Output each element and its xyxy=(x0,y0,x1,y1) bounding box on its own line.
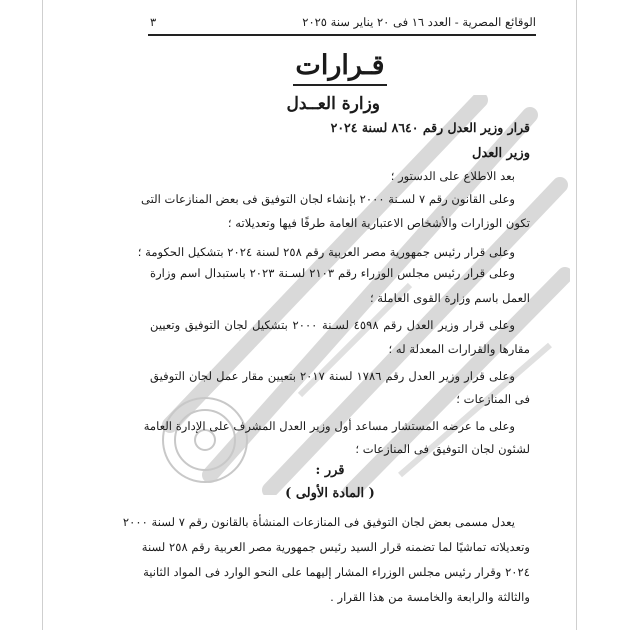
body-line: وعلى قرار رئيس جمهورية مصر العربية رقم ٢٥٨ لسنة ٢٠٢٤ بتشكيل الحكومة ؛ xyxy=(137,245,515,259)
article-line: وتعديلاته تماشيًا لما تضمنه قرار السيد رئيس جمهورية مصر العربية رقم ٢٥٨ لسنة xyxy=(141,540,530,554)
header-rule xyxy=(148,34,536,36)
page-number: ٣ xyxy=(150,15,157,29)
header-publication: الوقائع المصرية - العدد ١٦ فى ٢٠ يناير سنة ٢٠٢٥ xyxy=(302,15,536,29)
body-line: وعلى القانون رقم ٧ لسـنة ٢٠٠٠ بإنشاء لجان التوفيق فى بعض المنازعات التى xyxy=(140,192,515,206)
body-line: وعلى قرار رئيس مجلس الوزراء رقم ٢١٠٣ لسـنة ٢٠٢٣ باستبدال اسم وزارة xyxy=(150,266,516,280)
article-line: يعدل مسمى بعض لجان التوفيق فى المنازعات المنشأة بالقانون رقم ٧ لسنة ٢٠٠٠ xyxy=(122,515,515,529)
article-line: ٢٠٢٤ وقرار رئيس مجلس الوزراء المشار إليهما على النحو الوارد فى المواد الثانية xyxy=(143,565,530,579)
frame-right-border xyxy=(576,0,577,630)
decided-heading: قرر : xyxy=(315,463,345,478)
seal-icon xyxy=(163,398,247,482)
body-line: فى المنازعات ؛ xyxy=(456,392,530,406)
body-line: مقارها والقرارات المعدلة له ؛ xyxy=(388,342,530,356)
section-title-underline xyxy=(293,84,387,86)
body-line: لشئون لجان التوفيق فى المنازعات ؛ xyxy=(355,442,530,456)
body-line: بعد الاطلاع على الدستور ؛ xyxy=(390,169,515,183)
body-line: وعلى قرار وزير العدل رقم ٤٥٩٨ لسـنة ٢٠٠٠ بتشكيل لجان التوفيق وتعيين xyxy=(150,318,515,332)
body-line: وعلى قرار وزير العدل رقم ١٧٨٦ لسنة ٢٠١٧ بتعيين مقار عمل لجان التوفيق xyxy=(150,369,515,383)
ministry-heading: وزارة العــدل xyxy=(286,94,380,114)
decree-title: قرار وزير العدل رقم ٨٦٤٠ لسنة ٢٠٢٤ xyxy=(330,120,530,135)
body-line: العمل باسم وزارة القوى العاملة ؛ xyxy=(369,291,530,305)
minister-heading: وزير العدل xyxy=(472,146,530,161)
page-header xyxy=(150,12,536,32)
body-line: تكون الوزارات والأشخاص الاعتبارية العامة طرفًا فيها وتعديلاته ؛ xyxy=(227,216,530,230)
body-line: وعلى ما عرضه المستشار مساعد أول وزير العدل المشرف على الإدارة العامة xyxy=(143,419,515,433)
article-line: والثالثة والرابعة والخامسة من هذا القرار . xyxy=(330,590,530,604)
frame-left-border xyxy=(42,0,43,630)
section-title: قـرارات xyxy=(295,50,385,81)
article-title: ( المادة الأولى ) xyxy=(285,486,375,501)
